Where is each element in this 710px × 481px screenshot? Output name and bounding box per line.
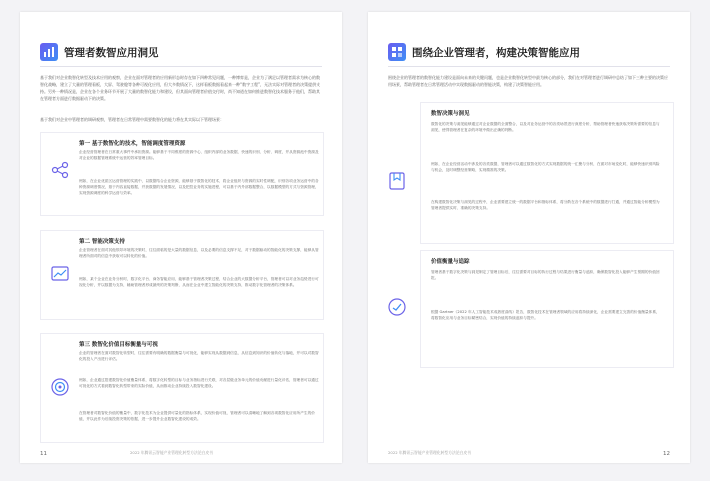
dashboard-icon bbox=[388, 43, 406, 61]
bookmark-icon bbox=[386, 170, 408, 192]
card-title: 价值衡量与追踪 bbox=[431, 259, 470, 265]
header-divider bbox=[388, 66, 670, 67]
card-text: 例如，某个企业在业务分析时，数字化平台、商务智能应用，能够基于管理者决策过程，结合企业的大数据分析平台，管理者可以对业务趋势进行可视化分析，并以数据为支持，辅助管理者形成最终的决策判断，从而在企业中建立智能化的决策支持，推动数字化管理者的决策体系。 bbox=[79, 277, 319, 287]
right-page bbox=[368, 12, 690, 463]
page-number: 11 bbox=[40, 451, 47, 457]
share-icon bbox=[49, 159, 71, 181]
target-icon bbox=[49, 376, 71, 398]
card-title: 第三 数智化价值目标衡量与可视 bbox=[79, 342, 158, 348]
card-value-measurement bbox=[40, 333, 324, 443]
card-decision-insight bbox=[420, 102, 674, 244]
card-text: 例如，在企业经营活动中涉及的各类数据，管理者可以通过数智化的方式实现数据的统一汇聚与分析，在面对市场变化时，能够快速识别风险与机会，及时调整经营策略，实现精准的决策。 bbox=[431, 162, 660, 172]
page-footer: 2022 年腾讯云智能产业管理化转型方法论白皮书 bbox=[388, 450, 472, 455]
intro-paragraph: 基于我们对企业数智化转型及技术应用的观察，企业在面对管理者的应用新形态时存在如下四种常见问题，一种博弈是，企业为了满足以管理者需求为核心的数智化战略，建立了大量的管理看板，大屏、驾驶舱等各种可视化应用，但大多数情况下，这样看板数据看起来一种“数字工程”，无法实际对管理者的决策提供支持。另外一种情况是，企业在各个业务环节开展了大量的数智化能力和建设，但其面向管理者价值交付时，尚不知道在如何推进数智化技术服务于他们，帮助其在管理者方面进行数据驱动下的决策。 bbox=[40, 75, 321, 101]
page-footer: 2022 年腾讯云智能产业管理化转型方法论白皮书 bbox=[130, 450, 214, 455]
card-value-tracking bbox=[420, 250, 674, 368]
card-text: 数智化的决策与洞见能够通过对企业数据的全面整合，以及对业务运营中的各类场景进行深度分析，帮助管理者快速获取决策所需要的信息与洞见，使得管理者在复杂的环境中做出正确的判断。 bbox=[431, 122, 660, 132]
intro-paragraph: 围绕企业的管理者的数智化能力建设是面向未来的关键问题，也是企业数智化转型中最为核心的部分，我们在对管理者进行调研中总结了如下三种主要的决策应用场景，帮助管理者在日常管理活动中实现数据驱动的智能决策，构建了决策智能应用。 bbox=[388, 75, 668, 87]
card-text: 例如，企业通过搭建数智化价值衡量体系，将数字化转型的目标与业务指标进行关联，对各层级业务单元的价值贡献进行量化评估，管理者可以通过可视化的方式看到数智化转型带来的实际价值，从而推动企业持续投入数智化建设。 bbox=[79, 378, 319, 388]
card-title: 第二 智能决策支持 bbox=[79, 239, 125, 245]
card-text: 在管理者对数智化价值的衡量中，数字化技术为企业提供可量化的指标体系，实现价值可视，管理者可以清晰地了解到各项数智化应用所产生的价值，并以此作为后续投资决策的依据，进一步提升企业数智化建设的成效。 bbox=[79, 411, 315, 421]
card-title: 第一 基于数智化的技术，智能调度管理资源 bbox=[79, 141, 186, 147]
right-page-header bbox=[388, 42, 580, 62]
line-chart-icon bbox=[49, 263, 71, 285]
card-text: 企业经营管理者在日常重大事件中承担资源。能够基于不同维度的资源中心、组织内部的业务数据，快速的识别、分析、调度，并从资源池中资源及对企业的数据管理系统中运营的效率管理目标。 bbox=[79, 150, 319, 160]
intro-paragraph-2: 基于我们对企业中管理者的调研观察，管理者在日常管理中需要数智化的能力将在其实际以下管理场景： bbox=[40, 117, 224, 122]
left-page-header bbox=[40, 42, 159, 62]
card-text: 在构建数智化决策与洞见的过程中，企业需要建立统一的数据平台和指标体系，将分散在各个系统中的数据进行打通，并通过智能分析模型为管理者提供实时、准确的决策支持。 bbox=[431, 200, 660, 210]
card-text: 管理者基于数字化决策与洞见制定了管理目标后，往往需要对目标的执行过程与结果进行衡量与追踪，确保数智化投入能够产生预期的价值回报。 bbox=[431, 270, 660, 280]
left-page bbox=[20, 12, 342, 463]
analytics-icon bbox=[40, 43, 58, 61]
header-divider bbox=[40, 66, 322, 67]
card-resource-scheduling bbox=[40, 132, 324, 216]
left-page-title: 管理者数智应用洞见 bbox=[64, 46, 159, 59]
card-text: 企业管理者在面对其他领导环境的决策时，往往面临的是大量的数据信息，以及必要的信息支撑不足，对于数据驱动的智能化的决策支撑，能够从管理者所面对的信息中获取可以转化的价值。 bbox=[79, 248, 319, 258]
card-text: 企业的管理者在面对数智化转型时，往往需要有明确的数据衡量与可视化，能够实现从数据到信息，从信息到知识的价值转化与落地，并可以对数智化的投入产出进行评估。 bbox=[79, 351, 319, 361]
right-page-title: 围绕企业管理者，构建决策智能应用 bbox=[412, 46, 580, 59]
page-number: 12 bbox=[663, 451, 670, 457]
card-title: 数智决策与洞见 bbox=[431, 111, 470, 117]
card-text: 根据 Gartner《2022 年人工智能技术成熟度曲线》报告，数智化技术在管理者领域的应用将持续深化，企业需要建立完善的价值衡量体系，将数智化应用与业务目标紧密结合，实现价值的持续追踪与提升。 bbox=[431, 310, 660, 320]
card-text: 例如，在企业优质区运营管理的实践中，以数据结合企业资源，能够基于数智化的技术，将企业组织与资源的实时性调配，识别各项业务运营中的各种资源调度情况，基于内容直接数据，并获数据的发展情况，以及把控业务的实施进程，可以基于内外部数据整合，以数据模型的方式与资源管理，实现资源调度的科学运营与效率。 bbox=[79, 179, 319, 195]
card-decision-support bbox=[40, 230, 324, 320]
tracking-icon bbox=[386, 296, 408, 318]
